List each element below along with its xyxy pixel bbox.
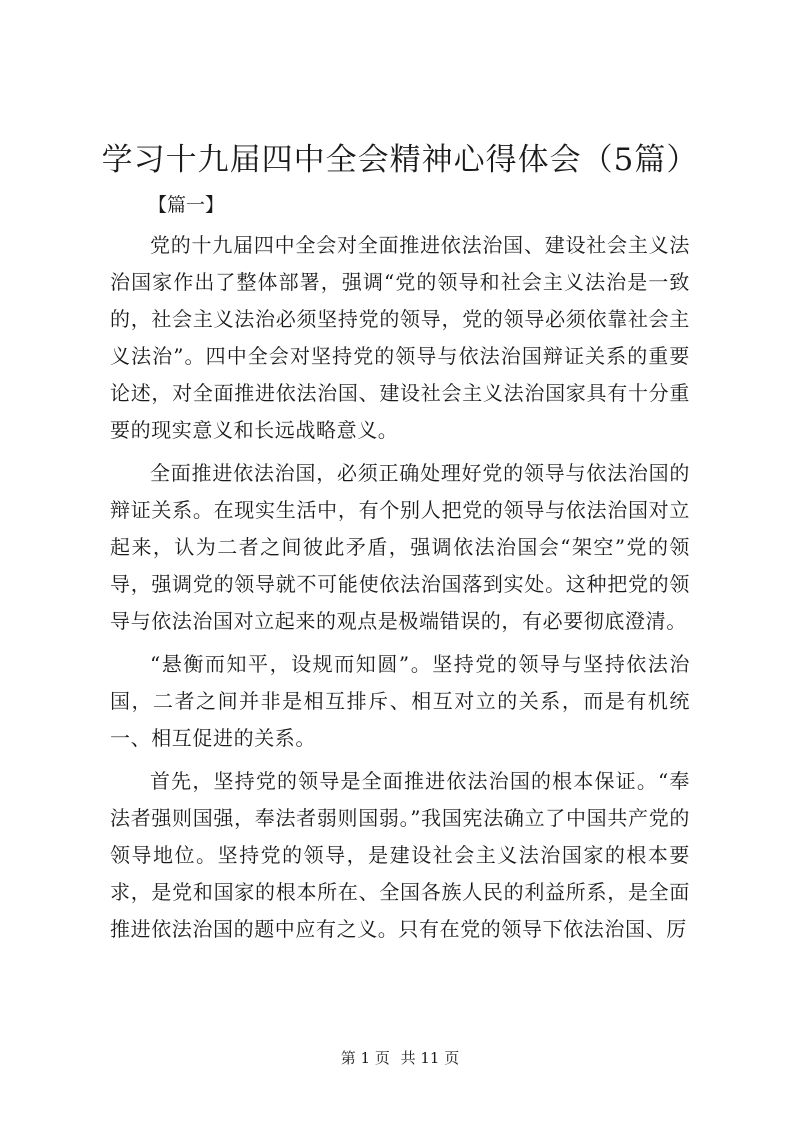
document-title: 学习十九届四中全会精神心得体会（5篇） [101,142,699,178]
paragraph: 全面推进依法治国，必须正确处理好党的领导与依法治国的辩证关系。在现实生活中，有个别人把党的领导与依法治国对立起来，认为二者之间彼此矛盾，强调依法治国会“架空”党的领导，强调党的领导就不可能使依法治国落到实处。这种把党的领导与依法治国对立起来的观点是极端错误的，有必要彻底澄清。 [110,461,690,633]
paragraph: 首先，坚持党的领导是全面推进依法治国的根本保证。“奉法者强则国强，奉法者弱则国弱。”我国宪法确立了中国共产党的领导地位。坚持党的领导，是建设社会主义法治国家的根本要求，是党和国家的根本所在、全国各族人民的利益所系，是全面推进依法治国的题中应有之义。只有在党的领导下依法治国、厉 [110,769,690,941]
document-body [110,227,690,948]
paragraph: 党的十九届四中全会对全面推进依法治国、建设社会主义法治国家作出了整体部署，强调“党的领导和社会主义法治是一致的，社会主义法治必须坚持党的领导，党的领导必须依靠社会主义法治”。四中全会对坚持党的领导与依法治国辩证关系的重要论述，对全面推进依法治国、建设社会主义法治国家具有十分重要的现实意义和长远战略意义。 [110,233,690,442]
section-heading: 【篇一】 [148,194,225,216]
paragraph: “悬衡而知平，设规而知圆”。坚持党的领导与坚持依法治国，二者之间并非是相互排斥、相互对立的关系，而是有机统一、相互促进的关系。 [110,652,690,750]
page-total: 共 11 页 [400,1049,460,1067]
page-number: 第 1 页 [340,1049,390,1067]
page-footer [0,1048,800,1068]
